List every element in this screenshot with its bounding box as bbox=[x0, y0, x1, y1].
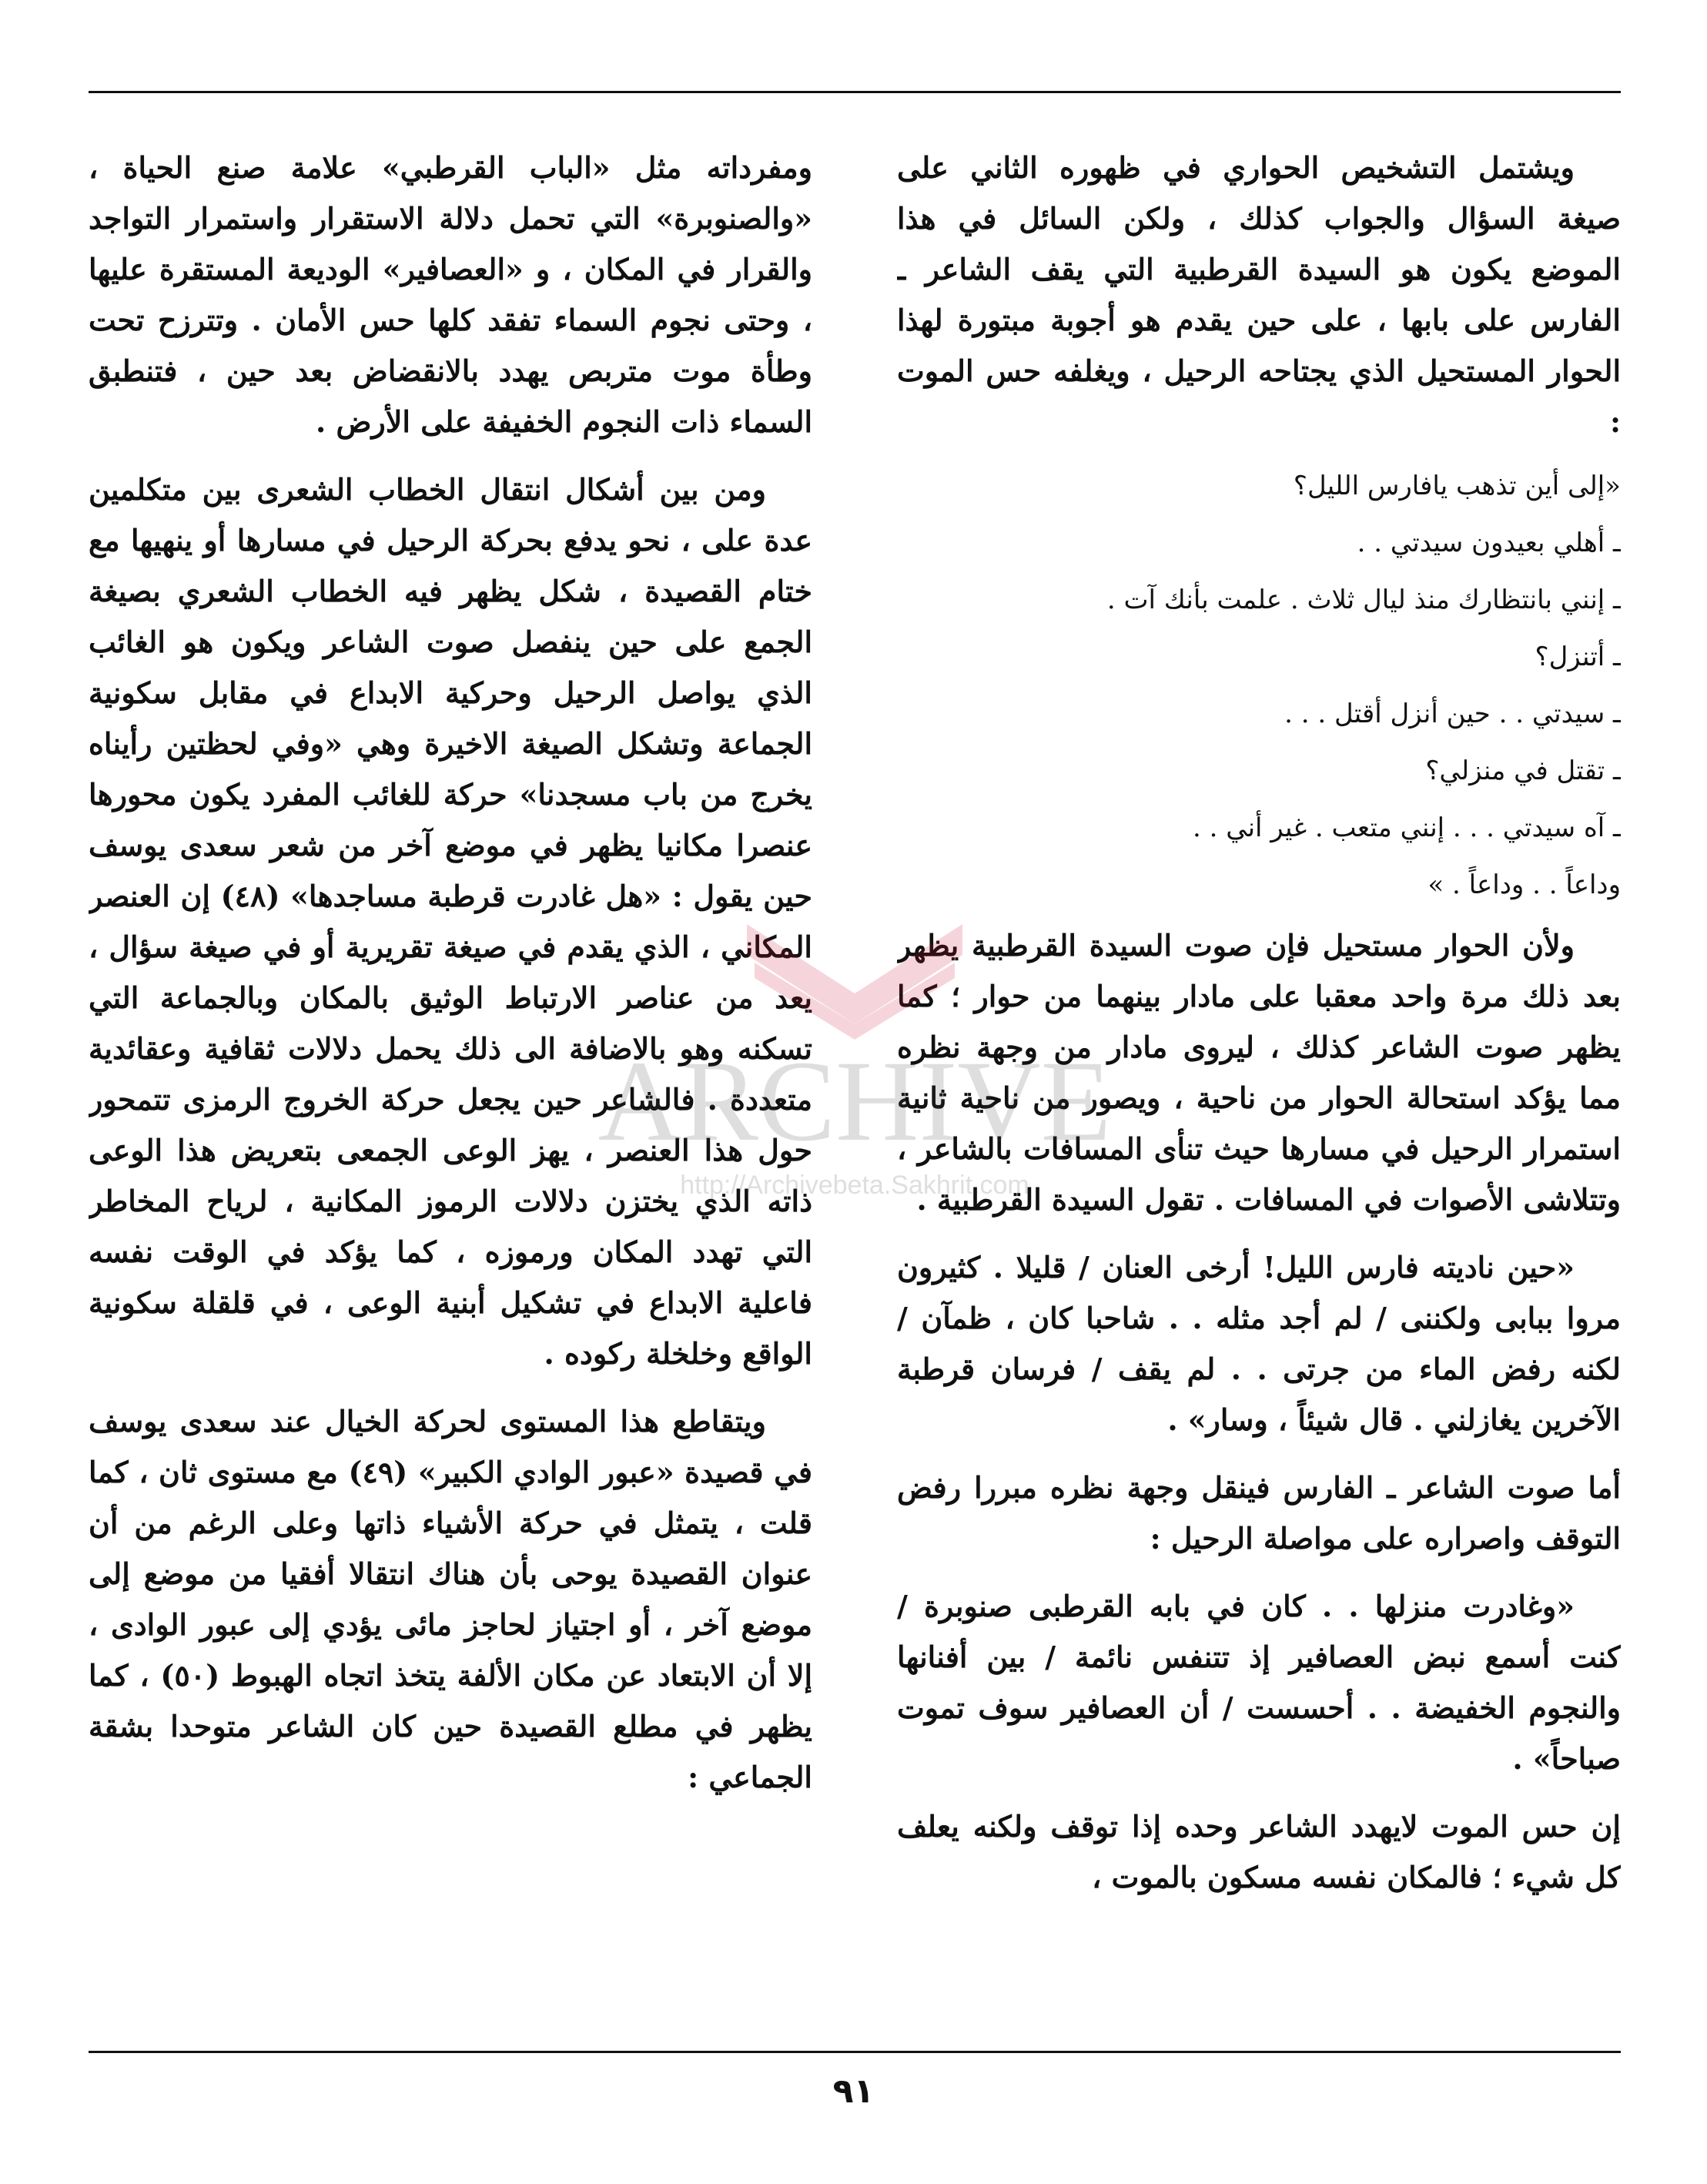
paragraph: «حين ناديته فارس الليل! أرخى العنان / قليلا . كثيرون مروا ببابى ولكننى / لم أجد مثله . . شاحبا كان ، ظمآن / لكنه رفض الماء من جرتى . . لم يقف / فرسان قرطبة الآخرين يغازلني . قال شيئاً ، وسار» . bbox=[897, 1250, 1621, 1437]
paragraph: ـ أتنزل؟ bbox=[1535, 641, 1621, 672]
right-column bbox=[897, 142, 1621, 2025]
paragraph: ومن بين أشكال انتقال الخطاب الشعرى بين متكلمين عدة على ، نحو يدفع بحركة الرحيل في مسارها أو ينهيها مع ختام القصيدة ، شكل يظهر فيه الخطاب الشعري بصيغة الجمع على حين ينفصل صوت الشاعر ويكون هو الغائب الذي يواصل الرحيل وحركية الابداع في مقابل سكونية الجماعة وتشكل الصيغة الاخيرة وهي «وفي لحظتين رأيناه يخرج من باب مسجدنا» حركة للغائب المفرد يكون محورها عنصرا مكانيا يظهر في موضع آخر من شعر سعدى يوسف حين يقول : «هل غادرت قرطبة مساجدها» (٤٨) إن العنصر المكاني ، الذي يقدم في صيغة تقريرية أو في صيغة سؤال ، يعد من عناصر الارتباط الوثيق بالمكان وبالجماعة التي تسكنه وهو بالاضافة الى ذلك يحمل دلالات ثقافية وعقائدية متعددة . فالشاعر حين يجعل حركة الخروج الرمزى تتمحور حول هذا العنصر ، يهز الوعى الجمعى بتعريض هذا الوعى ذاته الذي يختزن دلالات الرموز المكانية ، لرياح المخاطر التي تهدد المكان ورموزه ، كما يؤكد في الوقت نفسه فاعلية الابداع في تشكيل أبنية الوعى ، في قلقلة سكونية الواقع وخلخلة ركوده . bbox=[89, 472, 812, 1371]
paragraph: ولأن الحوار مستحيل فإن صوت السيدة القرطبية يظهر بعد ذلك مرة واحد معقبا على مادار بينهما من حوار ؛ كما يظهر صوت الشاعر كذلك ، ليروى مادار من وجهة نظره مما يؤكد استحالة الحوار من ناحية ، ويصور من ناحية ثانية استمرار الرحيل في مسارها حيث تنأى المسافات بالشاعر ، وتتلاشى الأصوات في المسافات . تقول السيدة القرطبية . bbox=[897, 928, 1621, 1217]
watermark-label: ARCHIVE bbox=[597, 1037, 1112, 1165]
paragraph: ويتقاطع هذا المستوى لحركة الخيال عند سعدى يوسف في قصيدة «عبور الوادي الكبير» (٤٩) مع مستوى ثان ، كما قلت ، يتمثل في حركة الأشياء ذاتها وعلى الرغم من أن عنوان القصيدة يوحى بأن هناك انتقالا أفقيا من موضع إلى موضع آخر ، أو اجتياز لحاجز مائى يؤدي إلى عبور الوادى ، إلا أن الابتعاد عن مكان الألفة يتخذ اتجاه الهبوط (٥٠) ، كما يظهر في مطلع القصيدة حين كان الشاعر متوحدا بشقة الجماعي : bbox=[89, 1404, 812, 1794]
paragraph: «إلى أين تذهب يافارس الليل؟ bbox=[1293, 471, 1621, 501]
paragraph: ـ سيدتي . . حين أنزل أقتل . . . bbox=[1284, 698, 1621, 729]
paragraph: ومفرداته مثل «الباب القرطبي» علامة صنع الحياة ، «والصنوبرة» التي تحمل دلالة الاستقرار واستمرار التواجد والقرار في المكان ، و «العصافير» الوديعة المستقرة عليها ، وحتى نجوم السماء تفقد كلها حس الأمان . وتترزح تحت وطأة موت متربص يهدد بالانقضاض بعد حين ، فتنطبق السماء ذات النجوم الخفيفة على الأرض . bbox=[89, 150, 812, 439]
paragraph: ـ آه سيدتي . . . إنني متعب . غير أني . . bbox=[1193, 812, 1621, 843]
paragraph: ـ تقتل في منزلي؟ bbox=[1425, 755, 1621, 786]
left-column bbox=[89, 142, 812, 2025]
paragraph: أما صوت الشاعر ـ الفارس فينقل وجهة نظره مبررا رفض التوقف واصراره على مواصلة الرحيل : bbox=[897, 1470, 1621, 1556]
paragraph: ـ أهلي بعيدون سيدتي . . bbox=[1357, 528, 1621, 558]
bottom-rule bbox=[89, 2051, 1621, 2053]
paragraph: وداعاً . . وداعاً . » bbox=[1428, 869, 1621, 900]
top-rule bbox=[89, 91, 1621, 93]
paragraph: ويشتمل التشخيص الحواري في ظهوره الثاني على صيغة السؤال والجواب كذلك ، ولكن السائل في هذا الموضع يكون هو السيدة القرطبية التي يقف الشاعر ـ الفارس على بابها ، على حين يقدم هو أجوبة مبتورة لهذا الحوار المستحيل الذي يجتاحه الرحيل ، ويغلفه حس الموت : bbox=[897, 150, 1621, 439]
paragraph: إن حس الموت لايهدد الشاعر وحده إذا توقف ولكنه يعلف كل شيء ؛ فالمكان نفسه مسكون بالموت ، bbox=[897, 1809, 1621, 1894]
paragraph: ـ إنني بانتظارك منذ ليال ثلاث . علمت بأنك آت . bbox=[1106, 585, 1621, 615]
watermark-url: http://Archivebeta.Sakhrit.com bbox=[680, 1171, 1029, 1200]
paragraph: «وغادرت منزلها . . كان في بابه القرطبى صنوبرة / كنت أسمع نبض العصافير إذ تتنفس نائمة / بين أفنانها والنجوم الخفيضة . . أحسست / أن العصافير سوف تموت صباحاً» . bbox=[897, 1589, 1621, 1776]
page-number: ٩١ bbox=[832, 2072, 875, 2111]
